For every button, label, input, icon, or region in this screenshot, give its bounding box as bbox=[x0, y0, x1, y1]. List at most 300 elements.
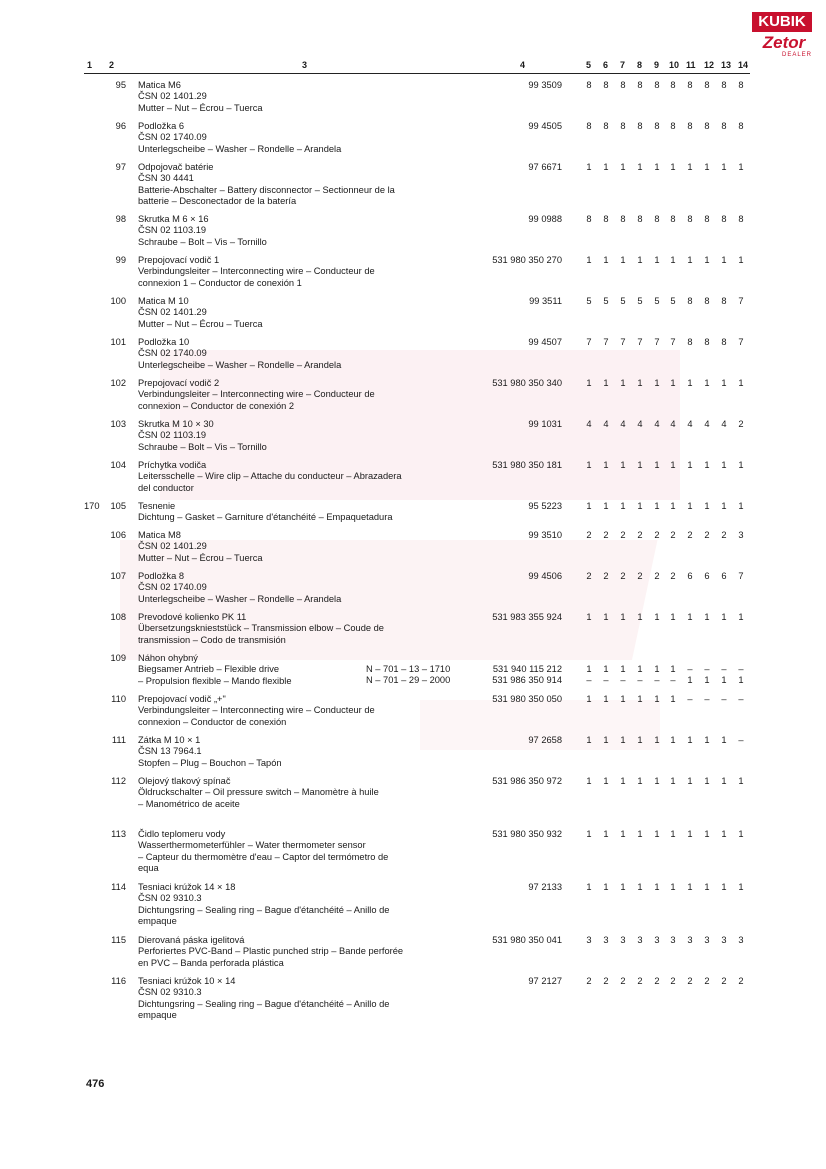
row-position: 103 bbox=[110, 419, 126, 429]
quantity-cell: 8 bbox=[586, 121, 592, 131]
quantity-cell: – bbox=[620, 675, 626, 685]
quantity-cell: 1 bbox=[654, 501, 660, 511]
quantity-cell: 1 bbox=[620, 460, 626, 470]
quantity-cell: 1 bbox=[704, 829, 710, 839]
quantity-cell: 1 bbox=[603, 378, 609, 388]
description-line: – Manométrico de aceite bbox=[138, 798, 240, 809]
quantity-cell: 1 bbox=[738, 255, 744, 265]
quantity-cell: 8 bbox=[670, 121, 676, 131]
row-position: 98 bbox=[115, 214, 126, 224]
quantity-cell: 8 bbox=[721, 296, 727, 306]
quantity-cell: 1 bbox=[721, 675, 727, 685]
part-number: 531 980 350 270 bbox=[492, 255, 562, 265]
row-position: 99 bbox=[115, 255, 126, 265]
part-number: 531 980 350 181 bbox=[492, 460, 562, 470]
quantity-cell: 1 bbox=[637, 162, 643, 172]
quantity-cell: 1 bbox=[586, 255, 592, 265]
quantity-cell: 1 bbox=[586, 882, 592, 892]
description-line: Mutter – Nut – Écrou – Tuerca bbox=[138, 552, 263, 563]
quantity-cell: 2 bbox=[654, 530, 660, 540]
part-number: 99 4505 bbox=[528, 121, 562, 131]
description-line: ČSN 02 1401.29 bbox=[138, 541, 207, 552]
quantity-cell: – bbox=[721, 664, 727, 674]
description-line: Mutter – Nut – Écrou – Tuerca bbox=[138, 318, 263, 329]
description-line: Unterlegscheibe – Washer – Rondelle – Arandela bbox=[138, 143, 342, 154]
quantity-cell: – bbox=[670, 675, 676, 685]
description-line: Tesnenie bbox=[138, 501, 176, 511]
description-line: Olejový tlakový spínač bbox=[138, 776, 231, 786]
quantity-cell: 1 bbox=[586, 829, 592, 839]
quantity-cell: 8 bbox=[620, 80, 626, 90]
column-header-10: 10 bbox=[669, 60, 680, 70]
quantity-cell: 1 bbox=[738, 829, 744, 839]
description-line: del conductor bbox=[138, 482, 194, 493]
quantity-cell: 1 bbox=[637, 612, 643, 622]
description-line: Čidlo teplomeru vody bbox=[138, 829, 226, 839]
quantity-cell: 7 bbox=[738, 571, 744, 581]
description-line: Verbindungsleiter – Interconnecting wire – Conducteur de bbox=[138, 389, 375, 400]
quantity-cell: 1 bbox=[603, 776, 609, 786]
quantity-cell: 8 bbox=[637, 80, 643, 90]
quantity-cell: 1 bbox=[654, 378, 660, 388]
description-line: Dichtung – Gasket – Garniture d'étanchéité – Empaquetadura bbox=[138, 512, 393, 523]
quantity-cell: 3 bbox=[637, 935, 643, 945]
description-line: Podložka 10 bbox=[138, 337, 190, 347]
quantity-cell: 1 bbox=[687, 612, 693, 622]
description-line: Matica M 10 bbox=[138, 296, 189, 306]
quantity-cell: 8 bbox=[704, 80, 710, 90]
quantity-cell: 1 bbox=[637, 378, 643, 388]
quantity-cell: 1 bbox=[637, 501, 643, 511]
description-line: Batterie-Abschalter – Battery disconnector – Sectionneur de la bbox=[138, 184, 395, 195]
quantity-cell: 8 bbox=[704, 214, 710, 224]
quantity-cell: – bbox=[704, 694, 710, 704]
quantity-cell: 1 bbox=[721, 460, 727, 470]
description-line: ČSN 30 4441 bbox=[138, 173, 194, 184]
quantity-cell: 1 bbox=[687, 675, 693, 685]
description-line: connexion – Conductor de conexión bbox=[138, 716, 287, 727]
quantity-cell: 3 bbox=[721, 935, 727, 945]
quantity-cell: 1 bbox=[670, 460, 676, 470]
part-number: 97 2133 bbox=[528, 882, 562, 892]
row-ref: 170 bbox=[84, 501, 100, 511]
quantity-cell: 1 bbox=[704, 501, 710, 511]
quantity-cell: 1 bbox=[704, 255, 710, 265]
quantity-cell: 1 bbox=[687, 501, 693, 511]
quantity-cell: 8 bbox=[637, 121, 643, 131]
description-line: Skrutka M 6 × 16 bbox=[138, 214, 209, 224]
part-number: 99 4506 bbox=[528, 571, 562, 581]
quantity-cell: 8 bbox=[738, 121, 744, 131]
kubik-zetor-logo bbox=[752, 12, 816, 72]
column-header-5: 5 bbox=[586, 60, 592, 70]
quantity-cell: 1 bbox=[654, 255, 660, 265]
quantity-cell: 1 bbox=[670, 882, 676, 892]
quantity-cell: 1 bbox=[603, 882, 609, 892]
quantity-cell: 4 bbox=[704, 419, 710, 429]
row-position: 113 bbox=[111, 829, 126, 839]
quantity-cell: 2 bbox=[670, 530, 676, 540]
part-number: 97 2658 bbox=[528, 735, 562, 745]
quantity-cell: 2 bbox=[620, 571, 626, 581]
column-header-14: 14 bbox=[738, 60, 749, 70]
row-position: 115 bbox=[111, 935, 126, 945]
quantity-cell: 1 bbox=[670, 694, 676, 704]
column-header-2: 2 bbox=[109, 60, 115, 70]
quantity-cell: – bbox=[721, 694, 727, 704]
row-description bbox=[138, 419, 468, 453]
quantity-cell: 1 bbox=[670, 501, 676, 511]
quantity-cell: 7 bbox=[670, 337, 676, 347]
column-header-6: 6 bbox=[603, 60, 609, 70]
row-position: 97 bbox=[115, 162, 126, 172]
row-description bbox=[138, 378, 468, 412]
row-description bbox=[138, 829, 468, 874]
quantity-cell: 7 bbox=[637, 337, 643, 347]
quantity-cell: 1 bbox=[738, 776, 744, 786]
row-description bbox=[138, 501, 468, 524]
quantity-cell: 8 bbox=[670, 214, 676, 224]
row-position: 100 bbox=[110, 296, 126, 306]
description-line: ČSN 02 1103.19 bbox=[138, 430, 207, 441]
quantity-cell: 7 bbox=[603, 337, 609, 347]
quantity-cell: 1 bbox=[670, 255, 676, 265]
quantity-cell: 2 bbox=[603, 976, 609, 986]
quantity-cell: 3 bbox=[620, 935, 626, 945]
quantity-cell: 1 bbox=[637, 460, 643, 470]
part-number: 99 0988 bbox=[528, 214, 562, 224]
quantity-cell: 1 bbox=[654, 882, 660, 892]
quantity-cell: 8 bbox=[586, 214, 592, 224]
row-position: 95 bbox=[115, 80, 126, 90]
quantity-cell: 1 bbox=[721, 882, 727, 892]
quantity-cell: 1 bbox=[620, 255, 626, 265]
description-line: – Capteur du thermomètre d'eau – Captor del termómetro de bbox=[138, 851, 389, 862]
quantity-cell: 1 bbox=[603, 460, 609, 470]
quantity-cell: 1 bbox=[654, 664, 660, 674]
quantity-cell: 1 bbox=[637, 664, 643, 674]
variant-code: N – 701 – 29 – 2000 bbox=[366, 675, 451, 685]
quantity-cell: 1 bbox=[603, 735, 609, 745]
quantity-cell: 8 bbox=[721, 214, 727, 224]
quantity-cell: 2 bbox=[704, 976, 710, 986]
column-header-11: 11 bbox=[686, 60, 696, 70]
quantity-cell: 4 bbox=[586, 419, 592, 429]
row-description bbox=[138, 530, 468, 564]
quantity-cell: 3 bbox=[670, 935, 676, 945]
description-line: empaque bbox=[138, 1009, 177, 1020]
quantity-cell: 1 bbox=[586, 612, 592, 622]
quantity-cell: 7 bbox=[654, 337, 660, 347]
quantity-cell: 1 bbox=[687, 378, 693, 388]
quantity-cell: 5 bbox=[586, 296, 592, 306]
part-number: 531 980 350 050 bbox=[492, 694, 562, 704]
variant-code: N – 701 – 13 – 1710 bbox=[366, 664, 451, 674]
quantity-cell: 5 bbox=[603, 296, 609, 306]
quantity-cell: 1 bbox=[721, 735, 727, 745]
description-line: Zátka M 10 × 1 bbox=[138, 735, 201, 745]
description-line: Náhon ohybný bbox=[138, 653, 198, 663]
row-description bbox=[138, 214, 468, 248]
quantity-cell: 1 bbox=[704, 612, 710, 622]
quantity-cell: 2 bbox=[620, 976, 626, 986]
quantity-cell: 8 bbox=[687, 296, 693, 306]
description-line: Schraube – Bolt – Vis – Tornillo bbox=[138, 441, 267, 452]
quantity-cell: 1 bbox=[704, 675, 710, 685]
quantity-cell: 1 bbox=[654, 776, 660, 786]
quantity-cell: 8 bbox=[721, 337, 727, 347]
quantity-cell: 1 bbox=[721, 612, 727, 622]
description-line: Príchytka vodiča bbox=[138, 460, 207, 470]
quantity-cell: 4 bbox=[603, 419, 609, 429]
quantity-cell: 1 bbox=[637, 694, 643, 704]
quantity-cell: 1 bbox=[586, 694, 592, 704]
quantity-cell: 5 bbox=[670, 296, 676, 306]
row-position: 107 bbox=[110, 571, 126, 581]
page-number: 476 bbox=[86, 1078, 105, 1090]
row-position: 108 bbox=[110, 612, 126, 622]
quantity-cell: 1 bbox=[603, 829, 609, 839]
description-line: ČSN 02 1740.09 bbox=[138, 348, 207, 359]
logo-zetor: Zetor bbox=[762, 33, 806, 52]
quantity-cell: 1 bbox=[687, 162, 693, 172]
quantity-cell: 8 bbox=[721, 80, 727, 90]
quantity-cell: 8 bbox=[704, 121, 710, 131]
quantity-cell: 1 bbox=[670, 162, 676, 172]
quantity-cell: 6 bbox=[704, 571, 710, 581]
quantity-cell: 1 bbox=[637, 255, 643, 265]
row-position: 106 bbox=[110, 530, 126, 540]
row-position: 104 bbox=[110, 460, 126, 470]
description-line: Biegsamer Antrieb – Flexible drive bbox=[138, 664, 280, 675]
description-line: connexion – Conductor de conexión 2 bbox=[138, 400, 295, 411]
quantity-cell: 1 bbox=[586, 378, 592, 388]
column-header-13: 13 bbox=[721, 60, 732, 70]
description-line: empaque bbox=[138, 915, 177, 926]
quantity-cell: – bbox=[687, 664, 693, 674]
quantity-cell: 8 bbox=[620, 214, 626, 224]
quantity-cell: 8 bbox=[603, 214, 609, 224]
description-line: ČSN 02 1401.29 bbox=[138, 91, 207, 102]
part-number: 531 983 355 924 bbox=[492, 612, 562, 622]
part-number: 531 980 350 932 bbox=[492, 829, 562, 839]
column-header-12: 12 bbox=[704, 60, 715, 70]
quantity-cell: 1 bbox=[687, 882, 693, 892]
quantity-cell: 1 bbox=[637, 735, 643, 745]
quantity-cell: 1 bbox=[586, 664, 592, 674]
description-line: equa bbox=[138, 862, 159, 873]
quantity-cell: 8 bbox=[687, 121, 693, 131]
quantity-cell: 1 bbox=[738, 675, 744, 685]
description-line: Perforiertes PVC-Band – Plastic punched strip – Bande perforée bbox=[138, 946, 404, 957]
quantity-cell: 2 bbox=[721, 530, 727, 540]
quantity-cell: 8 bbox=[670, 80, 676, 90]
description-line: Schraube – Bolt – Vis – Tornillo bbox=[138, 236, 267, 247]
quantity-cell: 1 bbox=[738, 460, 744, 470]
quantity-cell: 1 bbox=[687, 735, 693, 745]
description-line: ČSN 13 7964.1 bbox=[138, 746, 202, 757]
description-line: Podložka 8 bbox=[138, 571, 184, 581]
quantity-cell: 2 bbox=[670, 976, 676, 986]
quantity-cell: 2 bbox=[704, 530, 710, 540]
quantity-cell: 2 bbox=[586, 571, 592, 581]
description-line: Öldruckschalter – Oil pressure switch – Manomètre à huile bbox=[138, 787, 379, 798]
quantity-cell: 2 bbox=[687, 530, 693, 540]
quantity-cell: 1 bbox=[687, 829, 693, 839]
part-number: 531 980 350 041 bbox=[492, 935, 562, 945]
row-position: 110 bbox=[111, 694, 126, 704]
description-line: Tesniaci krúžok 14 × 18 bbox=[138, 882, 236, 892]
quantity-cell: 1 bbox=[620, 829, 626, 839]
quantity-cell: 1 bbox=[603, 612, 609, 622]
quantity-cell: 1 bbox=[738, 162, 744, 172]
quantity-cell: – bbox=[738, 735, 744, 745]
description-line: ČSN 02 9310.3 bbox=[138, 987, 202, 998]
quantity-cell: 2 bbox=[654, 571, 660, 581]
description-line: Odpojovač batérie bbox=[138, 162, 214, 172]
row-description bbox=[138, 337, 468, 371]
quantity-cell: 8 bbox=[637, 214, 643, 224]
quantity-cell: 8 bbox=[654, 214, 660, 224]
quantity-cell: – bbox=[738, 664, 744, 674]
quantity-cell: 1 bbox=[670, 829, 676, 839]
quantity-cell: 5 bbox=[620, 296, 626, 306]
quantity-cell: 3 bbox=[738, 935, 744, 945]
quantity-cell: 6 bbox=[721, 571, 727, 581]
quantity-cell: 2 bbox=[738, 419, 744, 429]
quantity-cell: 8 bbox=[603, 121, 609, 131]
quantity-cell: 1 bbox=[670, 664, 676, 674]
row-description bbox=[138, 80, 468, 114]
description-line: ČSN 02 9310.3 bbox=[138, 893, 202, 904]
quantity-cell: 1 bbox=[654, 162, 660, 172]
quantity-cell: 2 bbox=[687, 976, 693, 986]
quantity-cell: – bbox=[704, 664, 710, 674]
row-position: 114 bbox=[111, 882, 126, 892]
quantity-cell: 1 bbox=[738, 612, 744, 622]
column-header-8: 8 bbox=[637, 60, 643, 70]
column-header-9: 9 bbox=[654, 60, 660, 70]
row-position: 116 bbox=[111, 976, 126, 986]
part-number: 99 3511 bbox=[529, 296, 562, 306]
description-line: Wasserthermometerfühler – Water thermometer sensor bbox=[138, 840, 366, 851]
quantity-cell: 2 bbox=[586, 976, 592, 986]
quantity-cell: 2 bbox=[603, 530, 609, 540]
description-line: transmission – Codo de transmisión bbox=[138, 634, 286, 645]
quantity-cell: 4 bbox=[687, 419, 693, 429]
quantity-cell: 8 bbox=[620, 121, 626, 131]
part-number: 97 2127 bbox=[528, 976, 562, 986]
quantity-cell: 8 bbox=[603, 80, 609, 90]
quantity-cell: 7 bbox=[620, 337, 626, 347]
quantity-cell: 2 bbox=[620, 530, 626, 540]
quantity-cell: 1 bbox=[654, 612, 660, 622]
row-description bbox=[138, 735, 468, 769]
quantity-cell: 1 bbox=[586, 735, 592, 745]
part-number: 95 5223 bbox=[528, 501, 562, 511]
part-number: 531 986 350 972 bbox=[492, 776, 562, 786]
description-line: Dichtungsring – Sealing ring – Bague d'étanchéité – Anillo de bbox=[138, 998, 390, 1009]
quantity-cell: 2 bbox=[637, 976, 643, 986]
quantity-cell: 1 bbox=[704, 162, 710, 172]
description-line: Dichtungsring – Sealing ring – Bague d'étanchéité – Anillo de bbox=[138, 904, 390, 915]
quantity-cell: 1 bbox=[603, 162, 609, 172]
quantity-cell: 8 bbox=[654, 80, 660, 90]
quantity-cell: 1 bbox=[586, 460, 592, 470]
quantity-cell: 1 bbox=[738, 378, 744, 388]
quantity-cell: 2 bbox=[670, 571, 676, 581]
description-line: Prevodové kolienko PK 11 bbox=[138, 612, 247, 622]
quantity-cell: 1 bbox=[721, 255, 727, 265]
quantity-cell: – bbox=[603, 675, 609, 685]
quantity-cell: 3 bbox=[586, 935, 592, 945]
row-position: 105 bbox=[110, 501, 126, 511]
quantity-cell: 1 bbox=[654, 735, 660, 745]
quantity-cell: 2 bbox=[721, 976, 727, 986]
row-position: 102 bbox=[110, 378, 126, 388]
quantity-cell: 8 bbox=[738, 214, 744, 224]
quantity-cell: 3 bbox=[603, 935, 609, 945]
quantity-cell: 1 bbox=[603, 694, 609, 704]
quantity-cell: 1 bbox=[620, 162, 626, 172]
quantity-cell: 2 bbox=[637, 530, 643, 540]
quantity-cell: 1 bbox=[620, 735, 626, 745]
description-line: ČSN 02 1103.19 bbox=[138, 225, 207, 236]
column-header-1: 1 bbox=[87, 60, 93, 70]
quantity-cell: 3 bbox=[738, 530, 744, 540]
quantity-cell: 7 bbox=[738, 337, 744, 347]
quantity-cell: – bbox=[654, 675, 660, 685]
description-line: Verbindungsleiter – Interconnecting wire – Conducteur de bbox=[138, 705, 375, 716]
description-line: ČSN 02 1401.29 bbox=[138, 307, 207, 318]
quantity-cell: 1 bbox=[687, 460, 693, 470]
quantity-cell: 1 bbox=[620, 694, 626, 704]
quantity-cell: 1 bbox=[670, 776, 676, 786]
description-line: Unterlegscheibe – Washer – Rondelle – Arandela bbox=[138, 593, 342, 604]
quantity-cell: 8 bbox=[687, 337, 693, 347]
quantity-cell: 2 bbox=[654, 976, 660, 986]
quantity-cell: 2 bbox=[738, 976, 744, 986]
quantity-cell: 1 bbox=[654, 829, 660, 839]
quantity-cell: 1 bbox=[603, 664, 609, 674]
quantity-cell: 1 bbox=[637, 776, 643, 786]
quantity-cell: 1 bbox=[603, 255, 609, 265]
quantity-cell: 1 bbox=[637, 829, 643, 839]
description-line: – Propulsion flexible – Mando flexible bbox=[138, 675, 292, 686]
row-description bbox=[138, 612, 468, 646]
logo-dealer: DEALER bbox=[781, 52, 812, 58]
quantity-cell: 1 bbox=[704, 776, 710, 786]
description-line: Übersetzungsknieststück – Transmission elbow – Coude de bbox=[138, 623, 384, 634]
quantity-cell: 1 bbox=[704, 882, 710, 892]
quantity-cell: 1 bbox=[586, 501, 592, 511]
part-number: 99 3510 bbox=[528, 530, 562, 540]
quantity-cell: 1 bbox=[637, 882, 643, 892]
quantity-cell: 1 bbox=[620, 612, 626, 622]
row-description bbox=[138, 882, 468, 927]
row-description bbox=[138, 296, 468, 330]
quantity-cell: 1 bbox=[654, 460, 660, 470]
quantity-cell: 1 bbox=[620, 882, 626, 892]
quantity-cell: 8 bbox=[704, 337, 710, 347]
quantity-cell: 7 bbox=[586, 337, 592, 347]
part-number: 99 3509 bbox=[528, 80, 562, 90]
quantity-cell: 1 bbox=[738, 501, 744, 511]
quantity-cell: 8 bbox=[687, 214, 693, 224]
quantity-cell: 1 bbox=[704, 735, 710, 745]
description-line: en PVC – Banda perforada plástica bbox=[138, 957, 284, 968]
quantity-cell: 3 bbox=[654, 935, 660, 945]
